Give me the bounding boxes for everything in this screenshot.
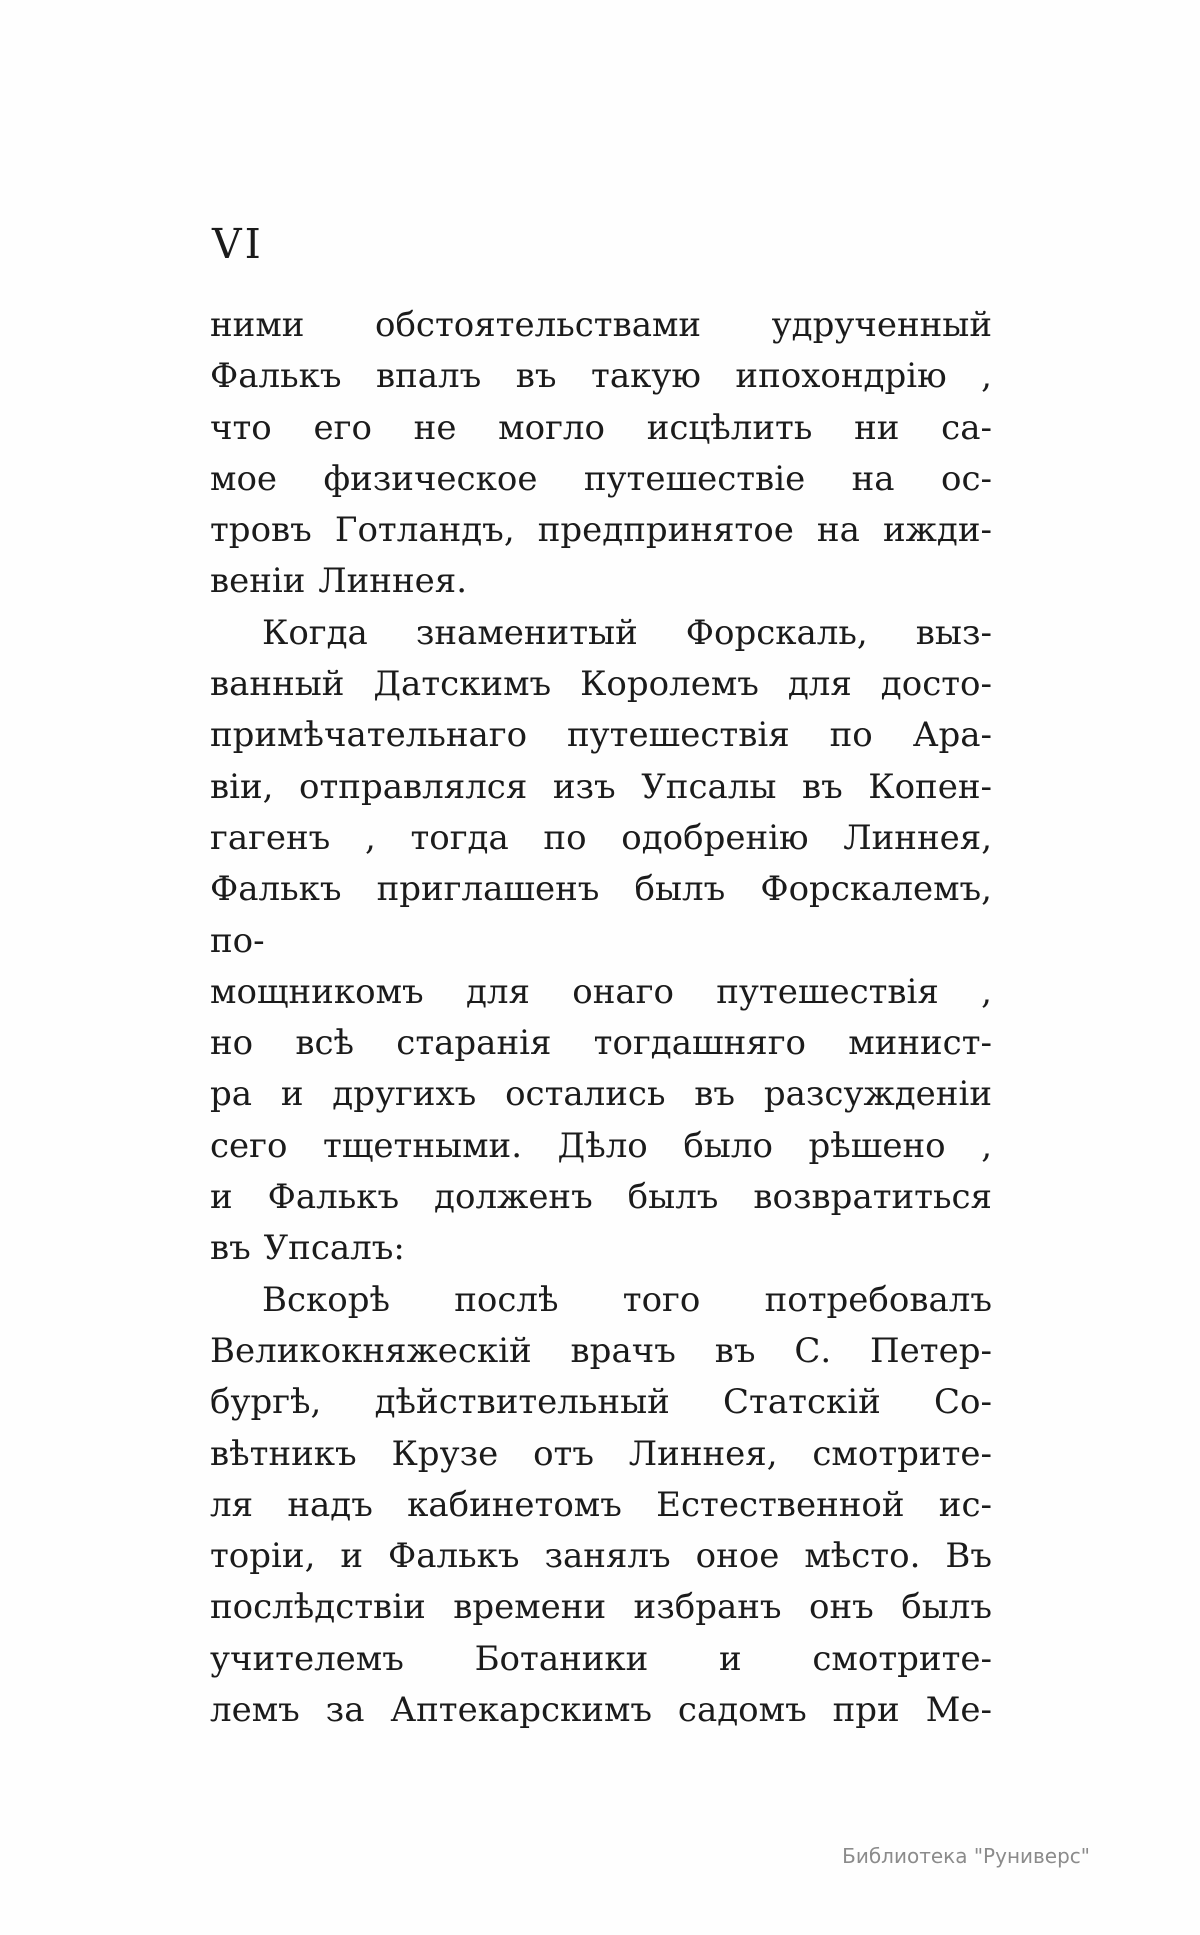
- text-line: віи, отправлялся изъ Упсалы въ Копен-: [210, 766, 992, 807]
- text-line: что его не могло исцѣлить ни са-: [210, 407, 992, 448]
- paragraph: [210, 300, 992, 608]
- text-line: бургѣ, дѣйствительный Статскій Со-: [210, 1382, 992, 1423]
- text-line: сего тщетными. Дѣло было рѣшено ,: [210, 1125, 992, 1166]
- text-line: Фалькъ впалъ въ такую ипохондрію ,: [210, 356, 992, 397]
- text-line: веніи Линнея.: [210, 561, 467, 602]
- text-line: лемъ за Аптекарскимъ садомъ при Ме-: [210, 1690, 992, 1731]
- watermark: Библиотека "Руниверс": [842, 1844, 1090, 1868]
- text-line: Вскорѣ послѣ того потребовалъ: [262, 1279, 992, 1320]
- text-line: ванный Датскимъ Королемъ для досто-: [210, 664, 992, 705]
- text-line: мое физическое путешествіе на ос-: [210, 458, 992, 499]
- text-line: Великокняжескій врачъ въ С. Петер-: [210, 1330, 992, 1371]
- text-line: учителемъ Ботаники и смотрите-: [210, 1638, 992, 1679]
- text-line: мощникомъ для онаго путешествія ,: [210, 971, 992, 1012]
- text-line: ля надъ кабинетомъ Естественной ис-: [210, 1484, 992, 1525]
- text-line: тровъ Готландъ, предпринятое на ижди-: [210, 510, 992, 551]
- text-line: гагенъ , тогда по одобренію Линнея,: [210, 817, 992, 858]
- text-line: торіи, и Фалькъ занялъ оное мѣсто. Въ: [210, 1536, 992, 1577]
- text-line: ними обстоятельствами удрученный: [210, 305, 992, 345]
- text-line: и Фалькъ долженъ былъ возвратиться: [210, 1177, 992, 1218]
- text-line: но всѣ старанія тогдашняго минист-: [210, 1023, 992, 1064]
- text-line: Фалькъ приглашенъ былъ Форскалемъ, по-: [210, 869, 992, 961]
- paragraph: [210, 1275, 992, 1737]
- text-line: послѣдствіи времени избранъ онъ былъ: [210, 1587, 992, 1628]
- page-number: VI: [212, 220, 264, 268]
- text-line: Когда знаменитый Форскаль, выз-: [262, 612, 992, 653]
- body-text: [210, 300, 992, 1736]
- text-line: въ Упсалъ:: [210, 1228, 405, 1269]
- text-line: примѣчательнаго путешествія по Ара-: [210, 715, 992, 756]
- paragraph: [210, 608, 992, 1275]
- text-line: ра и другихъ остались въ разсужденіи: [210, 1074, 992, 1115]
- text-line: вѣтникъ Крузе отъ Линнея, смотрите-: [210, 1433, 992, 1474]
